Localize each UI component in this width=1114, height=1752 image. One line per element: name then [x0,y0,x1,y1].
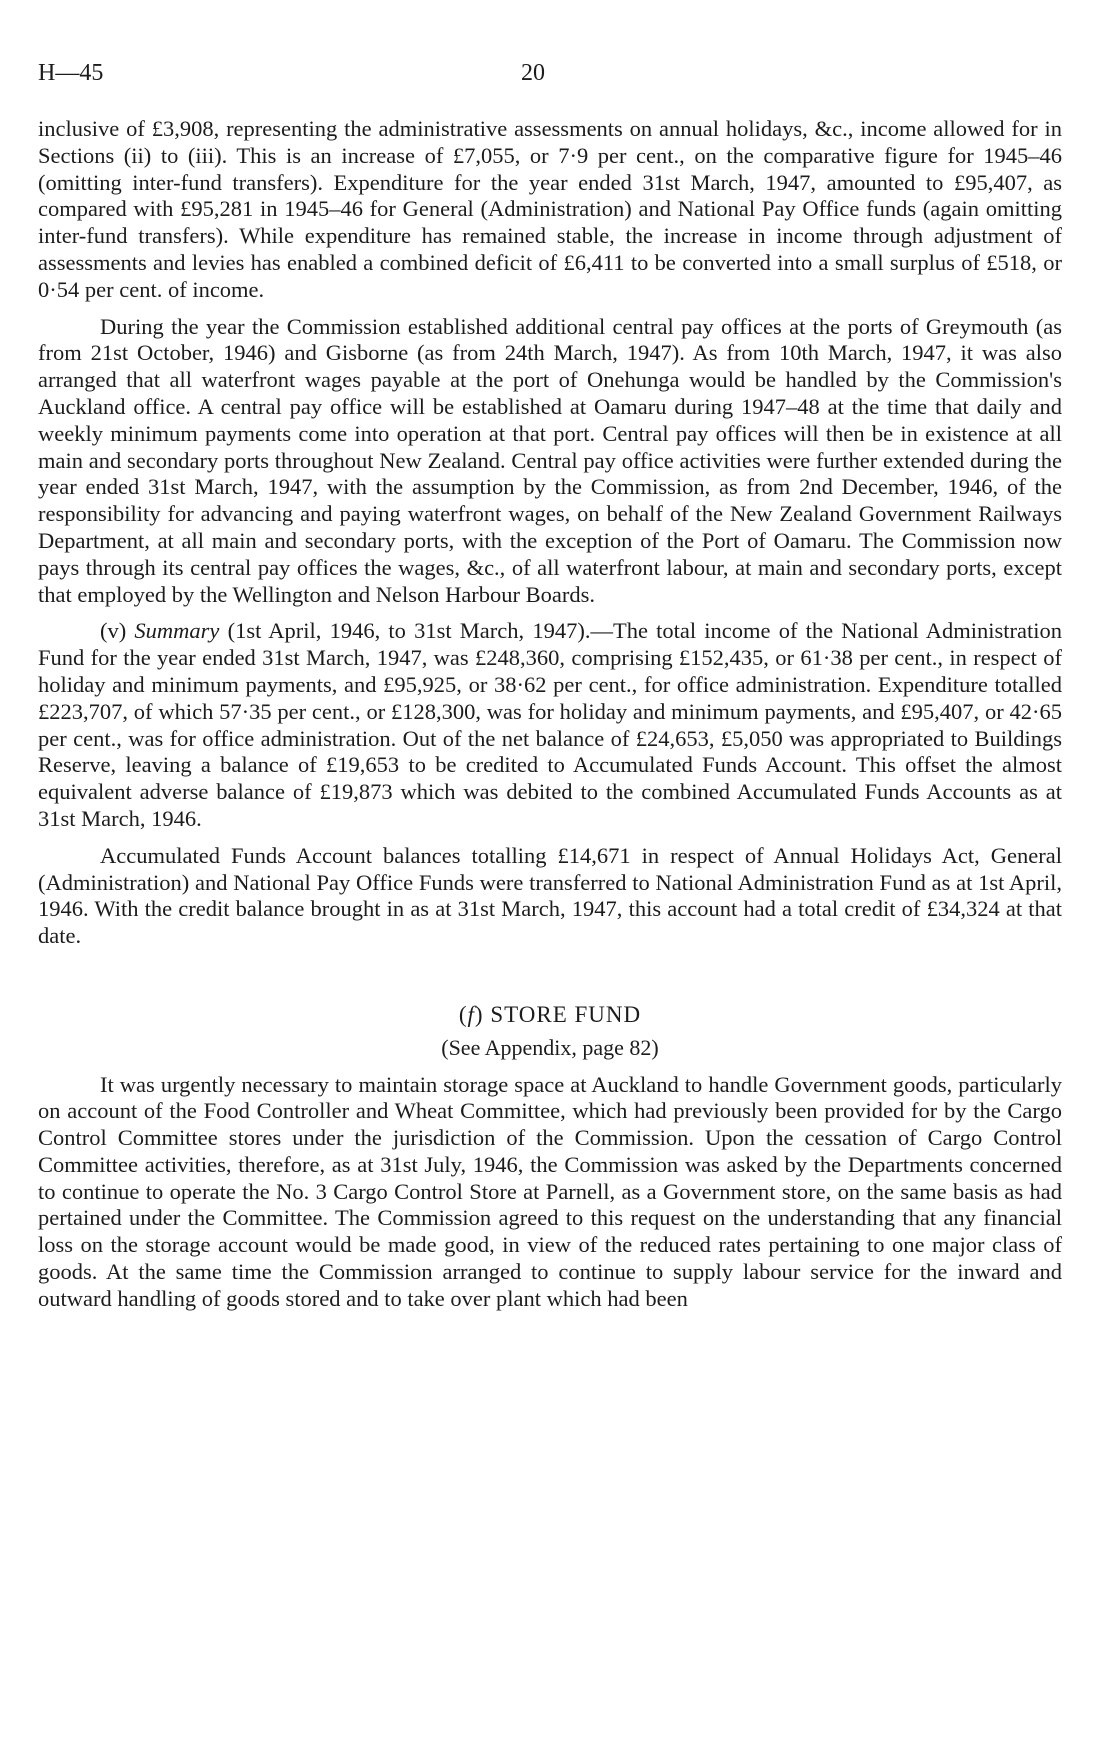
paragraph-income-expenditure: inclusive of £3,908, representing the administrative assessments on annual holidays, &c., income allowed for in Sections (ii) to (iii). This is an increase of £7,055, or 7·9 per cent., on the comparative figure for 1945–46 (omitting inter-fund transfers). Expenditure for the year ended 31st March, 1947, amounted to £95,407, as compared with £95,281 in 1945–46 for General (Administration) and National Pay Office funds (again omitting inter-fund transfers). While expenditure has remained stable, the increase in income through adjustment of assessments and levies has enabled a combined deficit of £6,411 to be converted into a small surplus of £518, or 0·54 per cent. of income. [38,116,1062,302]
body-text [38,116,1062,1323]
page-header [38,60,1078,94]
document-reference: H—45 [38,60,104,86]
section-title-open: ( [458,1001,468,1027]
paragraph-store-fund: It was urgently necessary to maintain storage space at Auckland to handle Government goods, particularly on account of the Food Controller and Wheat Committee, which had previously been provided for by the Cargo Control Committee stores under the jurisdiction of the Commission. Upon the cessation of Cargo Control Committee activities, therefore, as at 31st July, 1946, the Commission was asked by the Departments concerned to continue to operate the No. 3 Cargo Control Store at Parnell, as a Government store, on the same basis as had pertained under the Committee. The Commission agreed to this request on the understanding that any financial loss on the storage account would be made good, in view of the reduced rates pertaining to one major class of goods. At the same time the Commission arranged to continue to supply labour service for the inward and outward handling of goods stored and to take over plant which had been [38,1071,1062,1311]
summary-prefix: (v) [100,618,135,644]
section-title [38,1002,1062,1029]
summary-text: (1st April, 1946, to 31st March, 1947).—The total income of the National Administration Fund for the year ended 31st March, 1947, was £248,360, comprising £152,435, or 61·38 per cent., in respect of holiday and minimum payments, and £95,925, or 38·62 per cent., for office administration. Expenditure totalled £223,707, of which 57·35 per cent., or £128,300, was for holiday and minimum payments, and £95,407, or 42·65 per cent., was for office administration. Out of the net balance of £24,653, £5,050 was appropriated to Buildings Reserve, leaving a balance of £19,653 to be credited to Accumulated Funds Account. This offset the almost equivalent adverse balance of £19,873 which was debited to the combined Accumulated Funds Accounts as at 31st March, 1946. [38,618,1062,831]
section-title-text: ) STORE FUND [474,1001,642,1027]
paragraph-accumulated-funds: Accumulated Funds Account balances totalling £14,671 in respect of Annual Holidays Act, General (Administration) and National Pay Office Funds were transferred to National Administration Fund as at 1st April, 1946. With the credit balance brought in as at 31st March, 1947, this account had a total credit of £34,324 at that date. [38,842,1062,949]
section-letter: f [467,1001,475,1027]
summary-heading: Summary [134,618,220,644]
section-subtitle: (See Appendix, page 82) [441,1034,659,1060]
page-number: 20 [521,60,545,86]
paragraph-central-pay-offices: During the year the Commission established additional central pay offices at the ports of Greymouth (as from 21st October, 1946) and Gisborne (as from 24th March, 1947). As from 10th March, 1947, it was also arranged that all waterfront wages payable at the port of Onehunga would be handled by the Commission's Auckland office. A central pay office will be established at Oamaru during 1947–48 at the time that daily and weekly minimum payments come into operation at that port. Central pay offices will then be in existence at all main and secondary ports throughout New Zealand. Central pay office activities were further extended during the year ended 31st March, 1947, with the assumption by the Commission, as from 2nd December, 1946, of the responsibility for advancing and paying waterfront wages, on behalf of the New Zealand Government Railways Department, at all main and secondary ports, with the exception of the Port of Oamaru. The Commission now pays through its central pay offices the wages, &c., of all waterfront labour, at main and secondary ports, except that employed by the Wellington and Nelson Harbour Boards. [38,313,1062,607]
paragraph-summary [38,618,1062,832]
